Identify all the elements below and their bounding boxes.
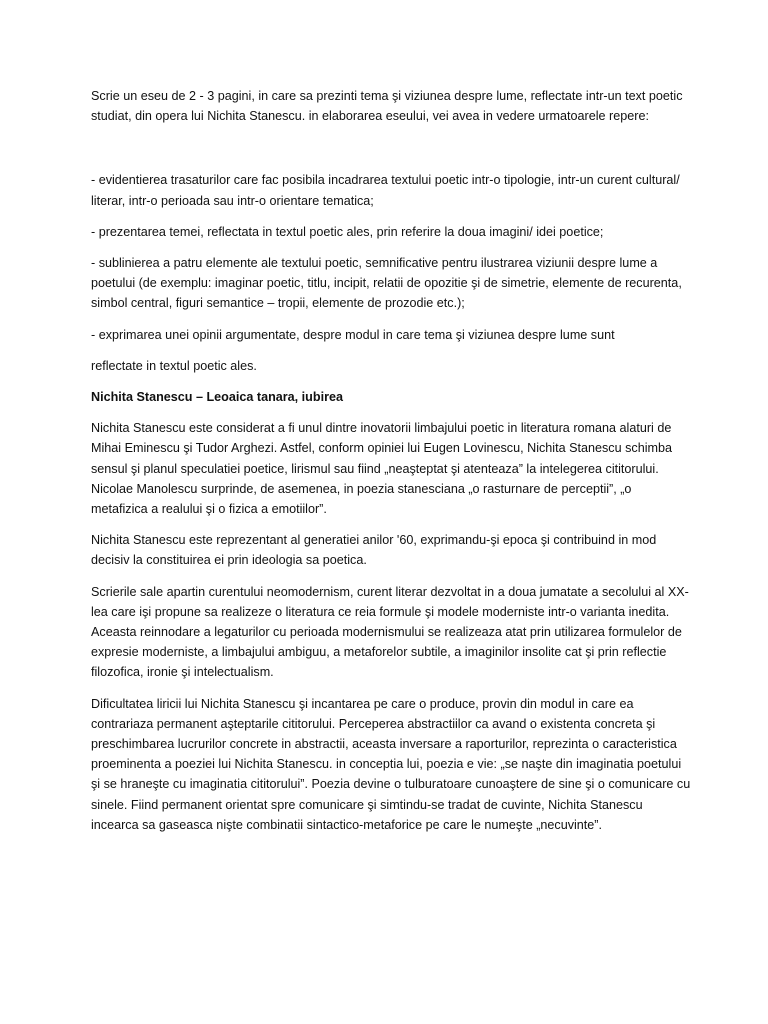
assignment-intro: Scrie un eseu de 2 - 3 pagini, in care sa prezinti tema şi viziunea despre lume, reflectate intr-un text poetic studiat, din opera lui Nichita Stanescu. in elaborarea eseului, vei avea in vedere urmatoarele repere: bbox=[91, 89, 683, 124]
essay-paragraph: Nichita Stanescu este reprezentant al generatiei anilor '60, exprimandu-şi epoca şi contribuind in mod decisiv la constituirea ei prin ideologia sa poetica. bbox=[91, 533, 657, 568]
essay-paragraph: Scrierile sale apartin curentului neomodernism, curent literar dezvoltat in a doua jumatate a secolului al XX-lea care işi propune sa realizeze o literatura ce reia formule şi modele moderniste intr-o varianta inedita. Aceasta reinnodare a legaturilor cu perioada modernismului se realizeaza atat prin utilizarea formulelor de expresie moderniste, a limbajului ambiguu, a metaforelor subtile, a imaginilor insolite cat şi prin reflectie filozofica, ironie şi intelectualism. bbox=[91, 584, 689, 680]
requirement-item: - evidentierea trasaturilor care fac posibila incadrarea textului poetic intr-o tipologie, intr-un curent cultural/ literar, intr-o perioada sau intr-o orientare tematica; bbox=[91, 173, 680, 208]
essay-title: Nichita Stanescu – Leoaica tanara, iubirea bbox=[91, 390, 343, 405]
requirement-continuation: reflectate in textul poetic ales. bbox=[91, 358, 257, 373]
requirement-item: - prezentarea temei, reflectata in textul poetic ales, prin referire la doua imagini/ idei poetice; bbox=[91, 224, 604, 239]
document-body bbox=[91, 86, 691, 846]
essay-paragraph: Dificultatea liricii lui Nichita Stanescu şi incantarea pe care o produce, provin din modul in care ea contrariaza permanent aşteptarile cititorului. Perceperea abstractiilor ca avand o existenta concreta şi preschimbarea lucrurilor concrete in abstractii, aceasta inversare a raporturilor, reprezinta o caracteristica proeminenta a poeziei lui Nichita Stanescu. in conceptia lui, poezia e vie: „se naşte din imaginatia poetului şi se hraneşte cu imaginatia cititorului”. Poezia devine o tulburatoare cunoaştere de sine şi o comunicare cu sinele. Fiind permanent orientat spre comunicare şi simtindu-se tradat de cuvinte, Nichita Stanescu incearca sa gaseasca nişte combinatii sintactico-metaforice pe care le numeşte „necuvinte”. bbox=[91, 696, 691, 832]
essay-paragraph: Nichita Stanescu este considerat a fi unul dintre inovatorii limbajului poetic in literatura romana alaturi de Mihai Eminescu şi Tudor Arghezi. Astfel, conform opiniei lui Eugen Lovinescu, Nichita Stanescu schimba sensul şi planul speculatiei poetice, lirismul sau fiind „neaşteptat şi atenteaza” la intelegerea cititorului. Nicolae Manolescu surprinde, de asemenea, in poezia stanesciana „o rasturnare de perceptii”, „o metafizica a realului şi o fizica a emotiilor”. bbox=[91, 421, 673, 517]
requirement-item: - exprimarea unei opinii argumentate, despre modul in care tema şi viziunea despre lume sunt bbox=[91, 327, 615, 342]
requirement-item: - sublinierea a patru elemente ale textului poetic, semnificative pentru ilustrarea viziunii despre lume a poetului (de exemplu: imaginar poetic, titlu, incipit, relatii de opozitie şi de simetrie, elemente de recurenta, simbol central, figuri semantice – tropii, elemente de prozodie etc.); bbox=[91, 256, 682, 311]
